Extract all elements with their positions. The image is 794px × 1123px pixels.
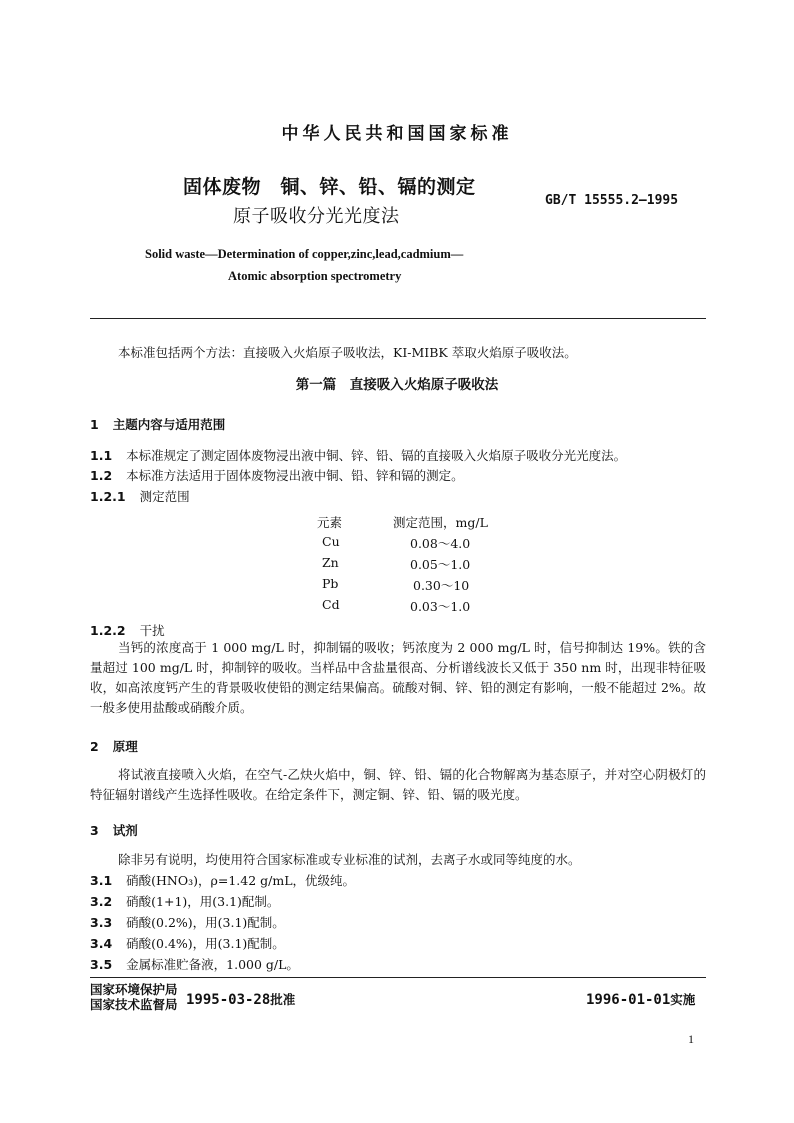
item-3-2 [90,892,279,910]
section-1-heading [90,415,225,433]
item-1-1-text: 本标准规定了测定固体废物浸出液中铜、锌、铅、镉的直接吸入火焰原子吸收分光光度法。 [126,448,627,463]
section-1-title: 主题内容与适用范围 [112,417,226,432]
header-divider [90,318,706,319]
table-header-element: 元素 [317,515,343,530]
item-1-2-1 [90,487,190,505]
item-1-2-2-number: 1.2.2 [90,623,126,638]
section-2-heading [90,737,138,755]
table-cell-element: Pb [322,576,339,591]
english-title-line2: Atomic absorption spectrometry [228,269,402,283]
item-3-2-number: 3.2 [90,894,113,909]
item-3-3-number: 3.3 [90,915,113,930]
interference-paragraph [90,638,706,718]
principle-text: 将试液直接喷入火焰，在空气-乙炔火焰中，铜、锌、铅、镉的化合物解离为基态原子，并对空心阴极灯的特征辐射谱线产生选择性吸收。在给定条件下，测定铜、锌、铅、镉的吸光度。 [90,767,706,802]
table-header-range: 测定范围，mg/L [393,515,488,530]
effective-date-block [586,989,695,1008]
item-3-3-text: 硝酸(0.2%)，用(3.1)配制。 [126,915,285,930]
issuer-2: 国家技术监督局 [90,997,178,1012]
section-2-number: 2 [90,739,99,754]
item-3-5 [90,955,299,973]
item-3-2-text: 硝酸(1+1)，用(3.1)配制。 [126,894,280,909]
item-1-2-2-title: 干扰 [139,623,165,638]
table-cell-element: Cd [322,597,340,612]
intro-text: 本标准包括两个方法：直接吸入火焰原子吸收法，KI-MIBK 萃取火焰原子吸收法。 [118,345,577,360]
item-3-4-text: 硝酸(0.4%)，用(3.1)配制。 [126,936,285,951]
table-cell-range: 0.05～1.0 [410,557,471,572]
page-number: 1 [688,1032,694,1046]
effective-date: 1996-01-01 [586,992,671,1008]
item-3-4-number: 3.4 [90,936,113,951]
item-1-2-2 [90,621,165,639]
table-cell-element: Cu [322,534,340,549]
approval-date: 1995-03-28 [186,992,271,1008]
section-3-number: 3 [90,823,99,838]
table-cell-range: 0.30～10 [413,578,470,593]
part-title: 第一篇 直接吸入火焰原子吸收法 [295,377,499,393]
organization-title: 中华人民共和国国家标准 [281,124,513,144]
english-title-line1: Solid waste—Determination of copper,zinc,lead,cadmium— [145,247,464,261]
section-3-title: 试剂 [112,823,138,838]
item-1-2-1-title: 测定范围 [139,489,190,504]
item-1-2-1-number: 1.2.1 [90,489,126,504]
table-cell-range: 0.08～4.0 [410,536,471,551]
item-1-2-text: 本标准方法适用于固体废物浸出液中铜、铅、锌和镉的测定。 [126,468,464,483]
table-cell-element: Zn [322,555,339,570]
issuer-1: 国家环境保护局 [90,982,178,997]
document-title-line1: 固体废物 铜、锌、铅、镉的测定 [183,176,476,198]
table-cell-range: 0.03～1.0 [410,599,471,614]
section-3-heading [90,821,138,839]
item-1-2-number: 1.2 [90,468,113,483]
item-1-1-number: 1.1 [90,448,113,463]
item-3-5-text: 金属标准贮备液，1.000 g/L。 [126,957,299,972]
item-3-5-number: 3.5 [90,957,113,972]
item-3-1 [90,871,355,889]
issuing-agencies [90,982,178,1012]
item-3-1-number: 3.1 [90,873,113,888]
footer-divider [90,977,706,978]
section-1-number: 1 [90,417,99,432]
principle-paragraph [90,765,706,805]
effective-label: 实施 [670,992,696,1007]
reagent-intro: 除非另有说明，均使用符合国家标准或专业标准的试剂，去离子水或同等纯度的水。 [118,852,581,867]
item-3-3 [90,913,285,931]
approval-label: 批准 [270,992,296,1007]
approval-date-block [186,989,295,1008]
interference-text: 当钙的浓度高于 1 000 mg/L 时，抑制镉的吸收；钙浓度为 2 000 mg/L 时，信号抑制达 19%。铁的含量超过 100 mg/L 时，抑制锌的吸收。当样品中含盐量很高、分析谱线波长又低于 350 nm 时，出现非特征吸收，如高浓度钙产生的背景吸收使铅的测定结果偏高。硫酸对铜、锌、铅的测定有影响，一般不能超过 2%。故一般多使用盐酸或硝酸介质。 [90,640,706,715]
item-3-4 [90,934,285,952]
standard-number: GB/T 15555.2—1995 [545,193,679,208]
document-title-line2: 原子吸收分光光度法 [233,206,400,227]
item-3-1-text: 硝酸(HNO₃)，ρ=1.42 g/mL，优级纯。 [126,873,356,888]
item-1-1 [90,446,626,464]
section-2-title: 原理 [112,739,138,754]
item-1-2 [90,466,464,484]
